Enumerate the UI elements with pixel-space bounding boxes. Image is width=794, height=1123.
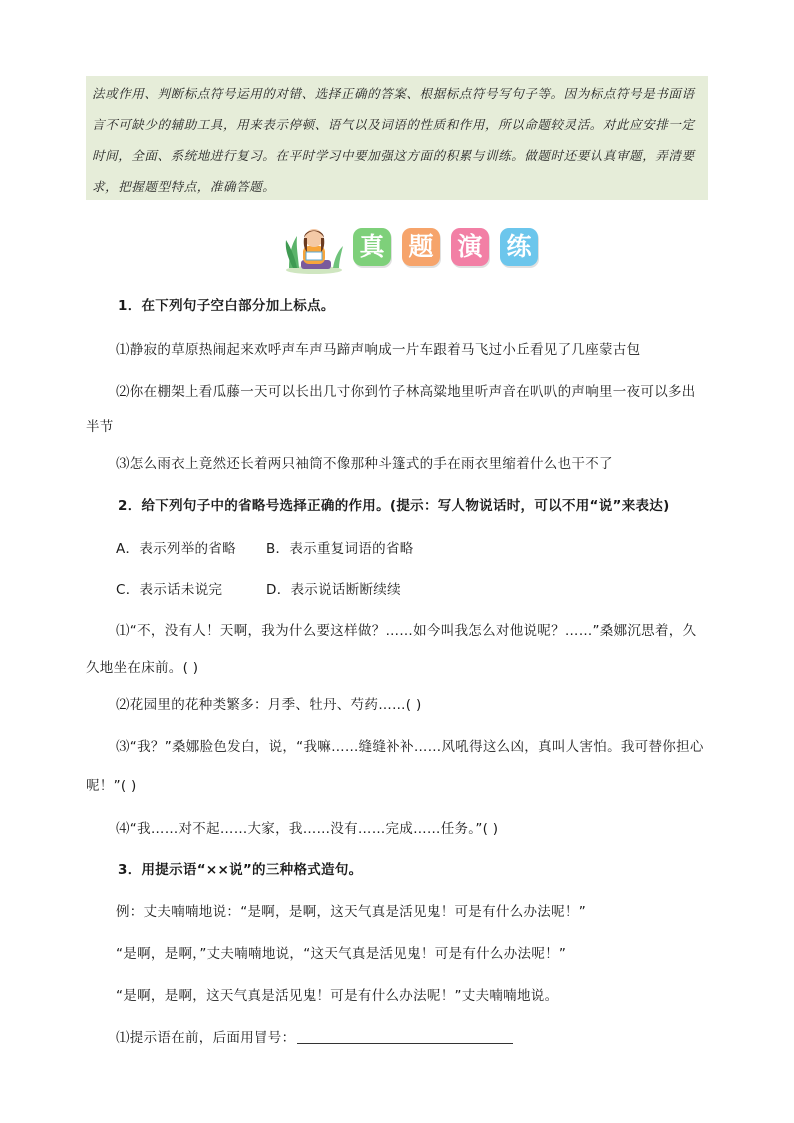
q3-title: 3．用提示语“××说”的三种格式造句。 [118, 862, 363, 878]
q2-item-2: ⑵花园里的花种类繁多：月季、牡丹、芍药……( ) [116, 697, 422, 713]
q2-item-4: ⑷“我……对不起……大家，我……没有……完成……任务。”( ) [116, 821, 499, 837]
q3-example-2: “是啊，是啊，”丈夫喃喃地说，“这天气真是活见鬼！可是有什么办法呢！” [116, 946, 567, 962]
q2-title: 2．给下列句子中的省略号选择正确的作用。(提示：写人物说话时，可以不用“说”来表达) [118, 498, 670, 514]
q2-item-3-cont: 呢！”( ) [86, 778, 137, 794]
intro-text: 法或作用、判断标点符号运用的对错、选择正确的答案、根据标点符号写句子等。因为标点符号是书面语言不可缺少的辅助工具，用来表示停顿、语气以及词语的性质和作用，所以命题较灵活。对此应安排一定时间，全面、系统地进行复习。在平时学习中要加强这方面的积累与训练。做题时还要认真审题，弄清要求，把握题型特点，准确答题。 [92, 86, 695, 194]
reading-girl-icon [283, 222, 345, 274]
q3-item-1-label: ⑴提示语在前，后面用冒号： [116, 1030, 296, 1046]
q1-item-2-cont: 半节 [86, 419, 114, 435]
q2-option-c: C．表示话未说完 [116, 582, 223, 598]
q3-item-1 [116, 1026, 513, 1046]
q1-item-2: ⑵你在棚架上看瓜藤一天可以长出几寸你到竹子林高粱地里听声音在叭叭的声响里一夜可以多出 [116, 384, 696, 400]
q3-example-3: “是啊，是啊，这天气真是活见鬼！可是有什么办法呢！”丈夫喃喃地说。 [116, 988, 559, 1004]
intro-box [86, 76, 708, 200]
q1-item-3: ⑶怎么雨衣上竟然还长着两只袖筒不像那种斗篷式的手在雨衣里缩着什么也干不了 [116, 456, 613, 472]
q1-title: 1．在下列句子空白部分加上标点。 [118, 298, 335, 314]
banner-tile-4: 练 [500, 228, 538, 266]
q2-item-1-cont: 久地坐在床前。( ) [86, 660, 199, 676]
banner-tile-3: 演 [451, 228, 489, 266]
q2-item-3: ⑶“我？”桑娜脸色发白，说，“我嘛……缝缝补补……风吼得这么凶，真叫人害怕。我可替你担心 [116, 739, 704, 755]
answer-blank[interactable] [297, 1029, 513, 1044]
q3-example-1: 例：丈夫喃喃地说：“是啊，是啊，这天气真是活见鬼！可是有什么办法呢！” [116, 904, 586, 920]
q2-option-d: D．表示说话断断续续 [266, 582, 401, 598]
q2-item-1: ⑴“不，没有人！天啊，我为什么要这样做？……如今叫我怎么对他说呢？……”桑娜沉思着，久 [116, 623, 697, 639]
q2-option-b: B．表示重复词语的省略 [266, 541, 414, 557]
q1-item-1: ⑴静寂的草原热闹起来欢呼声车声马蹄声响成一片车跟着马飞过小丘看见了几座蒙古包 [116, 342, 641, 358]
banner-tile-1: 真 [353, 228, 391, 266]
practice-banner [283, 222, 543, 274]
q2-option-a: A．表示列举的省略 [116, 541, 236, 557]
banner-tile-2: 题 [402, 228, 440, 266]
